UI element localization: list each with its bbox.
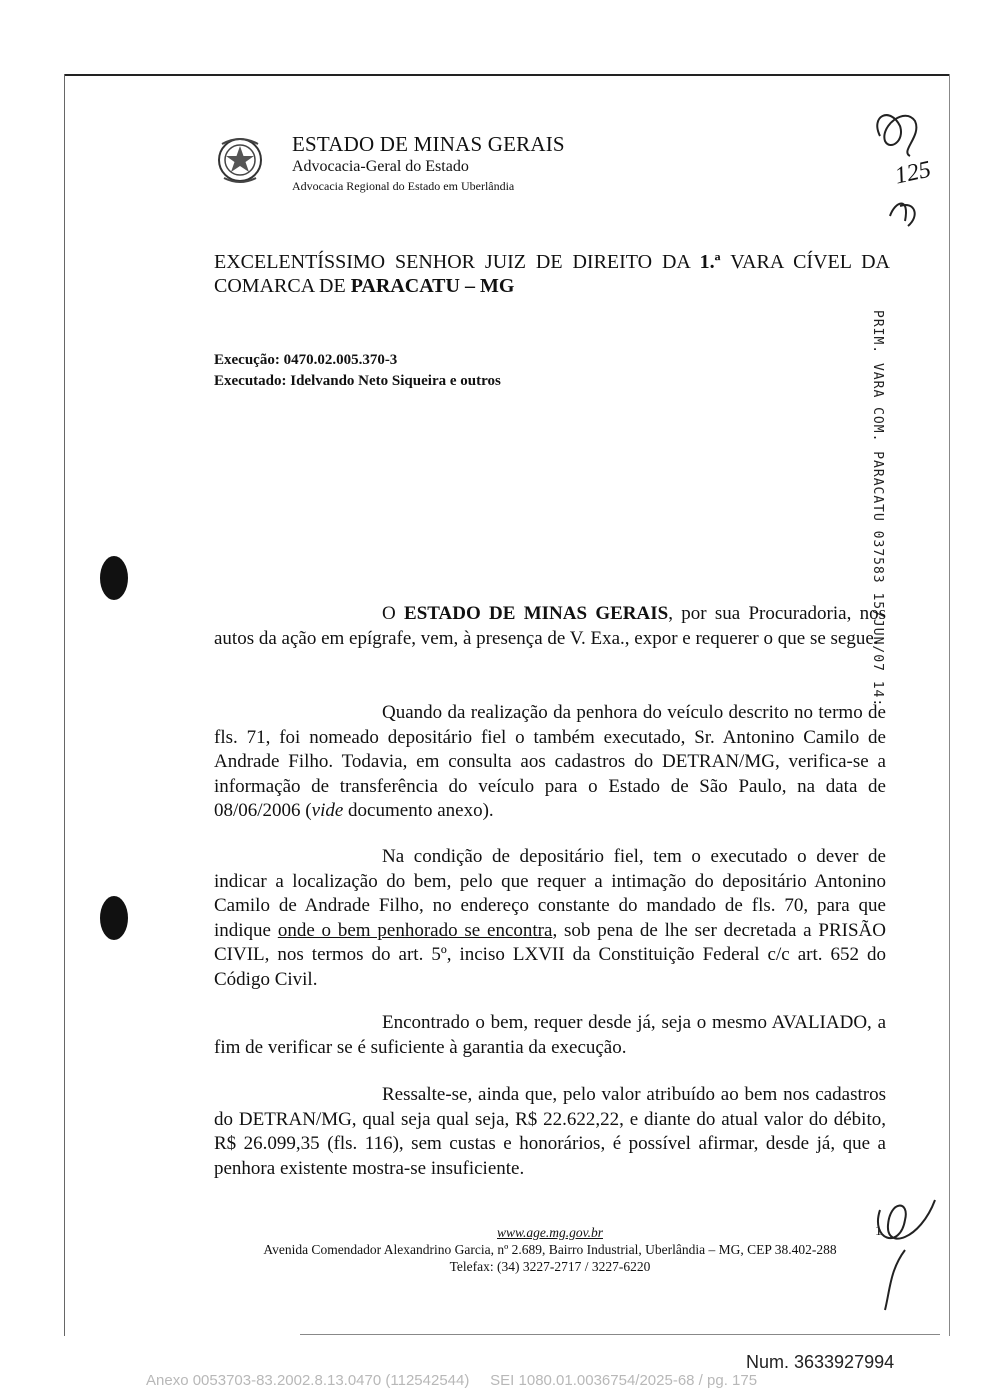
p3-text-a: Na condição de depositário fiel, tem o executado o dever de indicar a localização do bem, pelo que requer a intimação do depositário Antonino Camilo de Andrade Filho, no endereço constante do mandado de fls. 70, para que indique <box>214 846 886 941</box>
punch-hole-bottom <box>100 896 128 940</box>
page-border-left <box>64 74 65 1336</box>
p1-lead: O <box>382 603 405 624</box>
p3-underline: onde o bem penhorado se encontra <box>277 919 553 941</box>
page-border-right <box>949 74 950 1336</box>
header-title: ESTADO DE MINAS GERAIS <box>292 132 565 156</box>
p1-rest: , por sua Procuradoria, nos autos da ação em epígrafe, vem, à presença de V. Exa., expor e requerer o que se segue. <box>214 603 886 649</box>
paragraph-5 <box>214 1083 886 1181</box>
signature-icon <box>860 1180 950 1320</box>
paragraph-3 <box>214 845 886 992</box>
addressee-vara-number: 1.ª <box>699 251 721 273</box>
annex-watermark: Anexo 0053703-83.2002.8.13.0470 (112542544) SEI 1080.01.0036754/2025-68 / pg. 175 <box>146 1372 758 1389</box>
footer <box>170 1224 930 1275</box>
document-number: Num. 3633927994 <box>746 1352 895 1372</box>
page-border-top <box>64 74 950 76</box>
addressee <box>214 250 890 298</box>
page-number: 1 <box>875 1224 882 1239</box>
addressee-start: EXCELENTÍSSIMO SENHOR JUIZ DE DIREITO DA <box>214 251 700 273</box>
p2-text-b: documento anexo). <box>343 800 494 821</box>
footer-address: Avenida Comendador Alexandrino Garcia, nº 2.689, Bairro Industrial, Uberlândia – MG, CEP 38.402-288 <box>263 1242 837 1257</box>
state-coat-of-arms-icon <box>216 134 264 186</box>
p2-italic: vide <box>311 800 344 821</box>
paragraph-4 <box>214 1011 886 1060</box>
handwritten-page-number: 125 <box>892 156 934 190</box>
header-office: Advocacia Regional do Estado em Uberlândia <box>292 179 515 193</box>
case-execucao: Execução: 0470.02.005.370-3 <box>214 352 398 368</box>
p3-text-b: , sob pena de lhe ser decretada a PRISÃO CIVIL, nos termos do art. 5º, inciso LXVII da Constituição Federal c/c art. 652 do Código Civil. <box>214 919 887 990</box>
case-info <box>214 350 501 392</box>
page-border-bottom <box>300 1334 940 1335</box>
punch-hole-top <box>100 556 128 600</box>
protocol-stamp: PRIM. VARA COM. PARACATU 037583 15/JUN/07 14: <box>870 310 885 708</box>
p4-text: Encontrado o bem, requer desde já, seja o mesmo AVALIADO, a fim de verificar se é suficiente à garantia da execução. <box>214 1012 886 1058</box>
p5-text: Ressalte-se, ainda que, pelo valor atribuído ao bem nos cadastros do DETRAN/MG, qual seja qual seja, R$ 22.622,22, e diante do atual valor do débito, R$ 26.099,35 (fls. 116), sem custas e honorários, é possível afirmar, desde já, que a penhora existente mostra-se insuficiente. <box>214 1084 886 1179</box>
header-subtitle: Advocacia-Geral do Estado <box>292 158 469 175</box>
case-executado: Executado: Idelvando Neto Siqueira e outros <box>214 373 501 389</box>
addressee-mid: VARA CÍVEL DA COMARCA DE <box>214 251 890 297</box>
addressee-comarca: PARACATU – MG <box>350 275 515 297</box>
p1-bold: ESTADO DE MINAS GERAIS <box>404 603 669 624</box>
footer-url[interactable]: www.age.mg.gov.br <box>497 1225 603 1240</box>
paragraph-2 <box>214 701 886 824</box>
footer-phone: Telefax: (34) 3227-2717 / 3227-6220 <box>449 1259 651 1274</box>
paragraph-1 <box>214 602 886 651</box>
p2-text-a: Quando da realização da penhora do veículo descrito no termo de fls. 71, foi nomeado depositário fiel o também executado, Sr. Antonino Camilo de Andrade Filho. Todavia, em consulta aos cadastros do DETRAN/MG, verifica-se a informação de transferência do veículo para o Estado de São Paulo, na data de 08/06/2006 ( <box>214 702 886 821</box>
